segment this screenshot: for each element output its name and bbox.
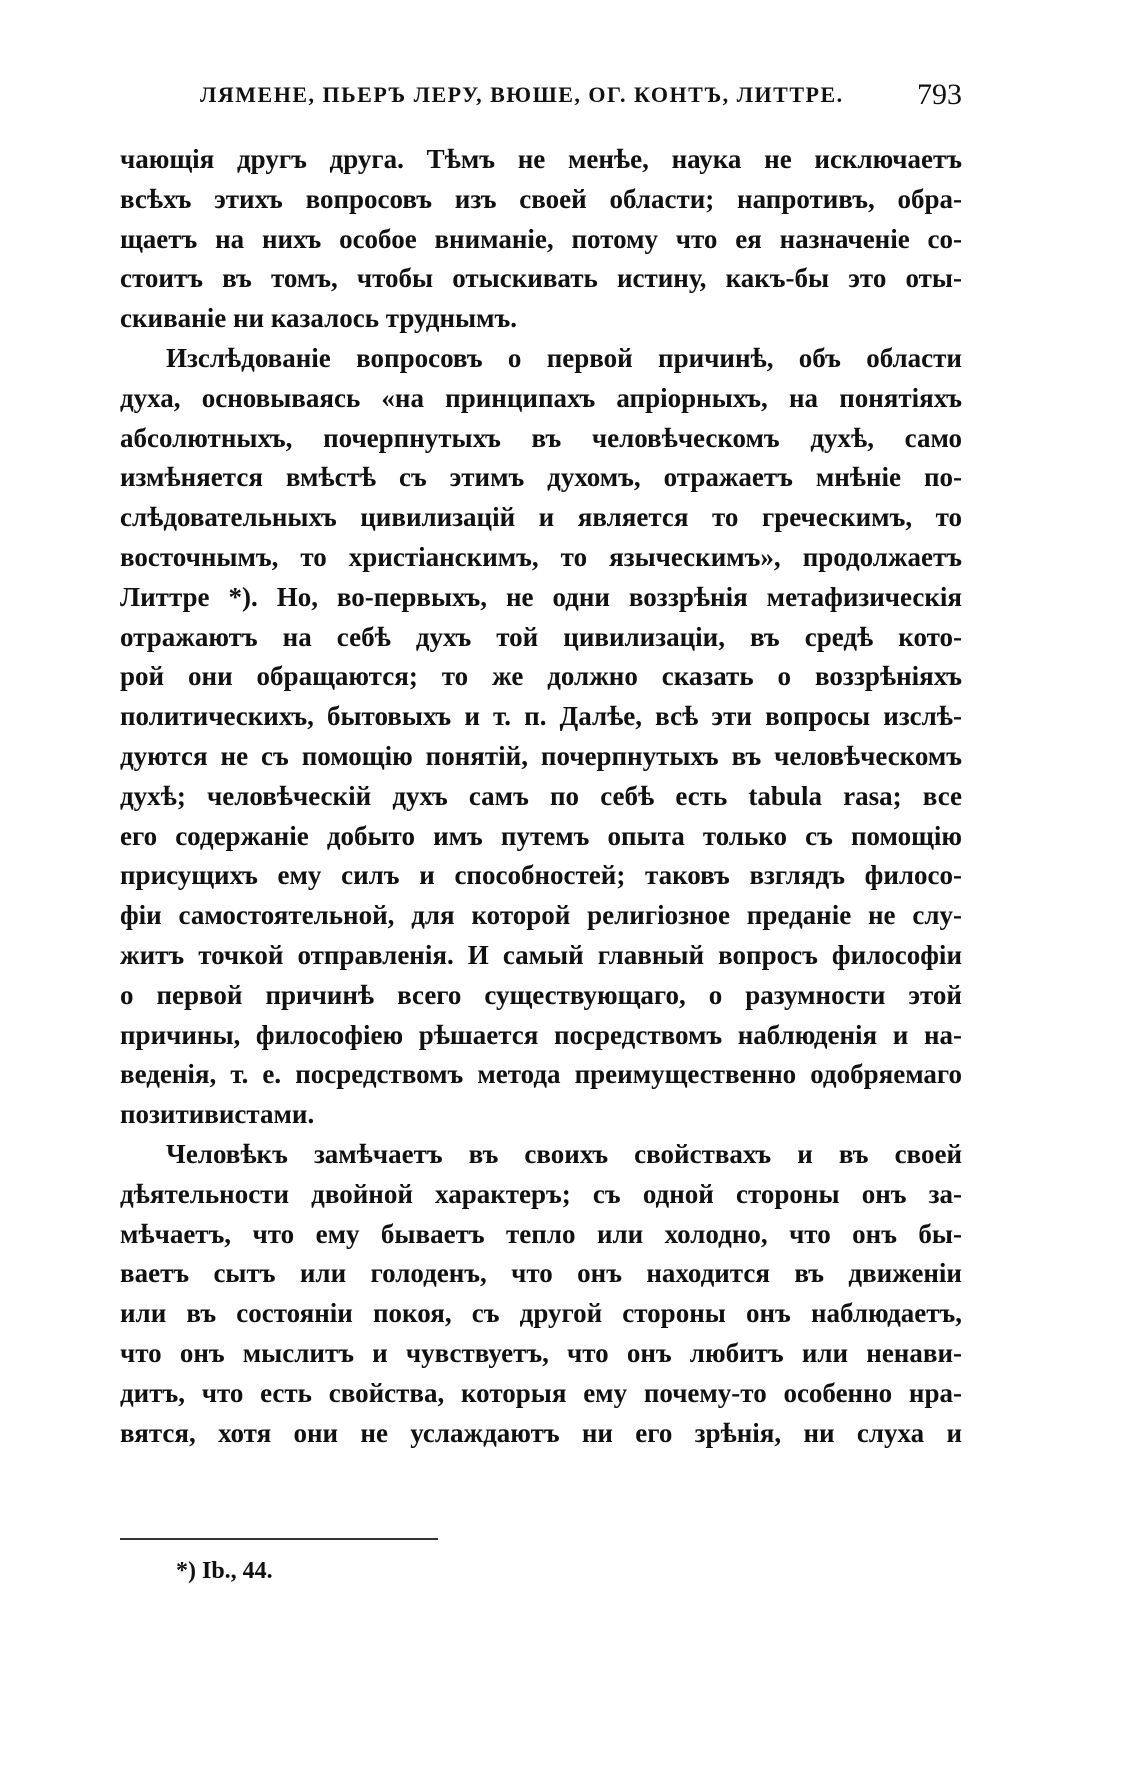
text-line: мѣчаетъ, что ему бываетъ тепло или холодно, что онъ бы- (120, 1218, 962, 1249)
text-line: щаетъ на нихъ особое вниманіе, потому что ея назначеніе со- (120, 223, 962, 254)
text-line: что онъ мыслитъ и чувствуетъ, что онъ любитъ или ненави- (120, 1337, 962, 1368)
text-line: о первой причинѣ всего существующаго, о разумности этой (120, 979, 962, 1010)
text-line: скиваніе ни казалось труднымъ. (120, 303, 517, 334)
text-line: стоитъ въ томъ, чтобы отыскивать истину, какъ-бы это оты- (120, 263, 962, 294)
text-line: веденія, т. е. посредствомъ метода преимущественно одобряемаго (120, 1059, 962, 1090)
footnote-divider (120, 1538, 438, 1540)
footnote: *) Ib., 44. (176, 1558, 273, 1584)
text-line: дѣятельности двойной характеръ; съ одной стороны онъ за- (120, 1178, 962, 1209)
paragraph-first-line: Изслѣдованіе вопросовъ о первой причинѣ, объ области (166, 342, 962, 373)
text-line: Литтре *). Но, во-первыхъ, не одни воззрѣнія метафизическія (120, 581, 962, 612)
text-line: вятся, хотя они не услаждаютъ ни его зрѣнія, ни слуха и (120, 1417, 962, 1448)
text-line: его содержаніе добыто имъ путемъ опыта только съ помощію (120, 820, 962, 851)
text-line: чающія другъ друга. Тѣмъ не менѣе, наука не исключаетъ (120, 144, 962, 174)
page-number: 793 (917, 78, 962, 111)
paragraph-first-line: Человѣкъ замѣчаетъ въ своихъ свойствахъ и въ своей (166, 1138, 962, 1169)
text-line: фіи самостоятельной, для которой религіозное преданіе не слу- (120, 900, 962, 931)
running-head (200, 78, 962, 118)
text-line: отражаютъ на себѣ духъ той цивилизаціи, въ средѣ кото- (120, 621, 962, 652)
text-line: дитъ, что есть свойства, которыя ему почему-то особенно нра- (120, 1377, 962, 1408)
running-head-title: ЛЯМЕНЕ, ПЬЕРЪ ЛЕРУ, ВЮШЕ, ОГ. КОНТЪ, ЛИТТРЕ. (200, 82, 844, 107)
text-line: присущихъ ему силъ и способностей; таковъ взглядъ филосо- (120, 860, 962, 891)
text-line: абсолютныхъ, почерпнутыхъ въ человѣческомъ духѣ, само (120, 422, 962, 453)
text-line: политическихъ, бытовыхъ и т. п. Далѣе, всѣ эти вопросы изслѣ- (120, 701, 962, 732)
text-line: или въ состояніи покоя, съ другой стороны онъ наблюдаетъ, (120, 1298, 962, 1329)
text-line: ваетъ сытъ или голоденъ, что онъ находится въ движеніи (120, 1258, 962, 1289)
text-line: причины, философіею рѣшается посредствомъ наблюденія и на- (120, 1019, 962, 1050)
text-line: житъ точкой отправленія. И самый главный вопросъ философіи (120, 939, 962, 970)
body-text (120, 140, 962, 1453)
text-line: духѣ; человѣческій духъ самъ по себѣ есть tabula rasa; все (120, 780, 962, 811)
text-line: слѣдовательныхъ цивилизацій и является то греческимъ, то (120, 502, 962, 533)
text-line: восточнымъ, то христіанскимъ, то языческимъ», продолжаетъ (120, 541, 962, 572)
text-line: всѣхъ этихъ вопросовъ изъ своей области; напротивъ, обра- (120, 183, 962, 214)
text-line: измѣняется вмѣстѣ съ этимъ духомъ, отражаетъ мнѣніе по- (120, 462, 962, 493)
text-line: рой они обращаются; то же должно сказать о воззрѣніяхъ (120, 661, 962, 692)
text-line: позитивистами. (120, 1099, 315, 1130)
text-line: духа, основываясь «на принципахъ апріорныхъ, на понятіяхъ (120, 382, 962, 413)
text-line: дуются не съ помощію понятій, почерпнутыхъ въ человѣческомъ (120, 740, 962, 771)
